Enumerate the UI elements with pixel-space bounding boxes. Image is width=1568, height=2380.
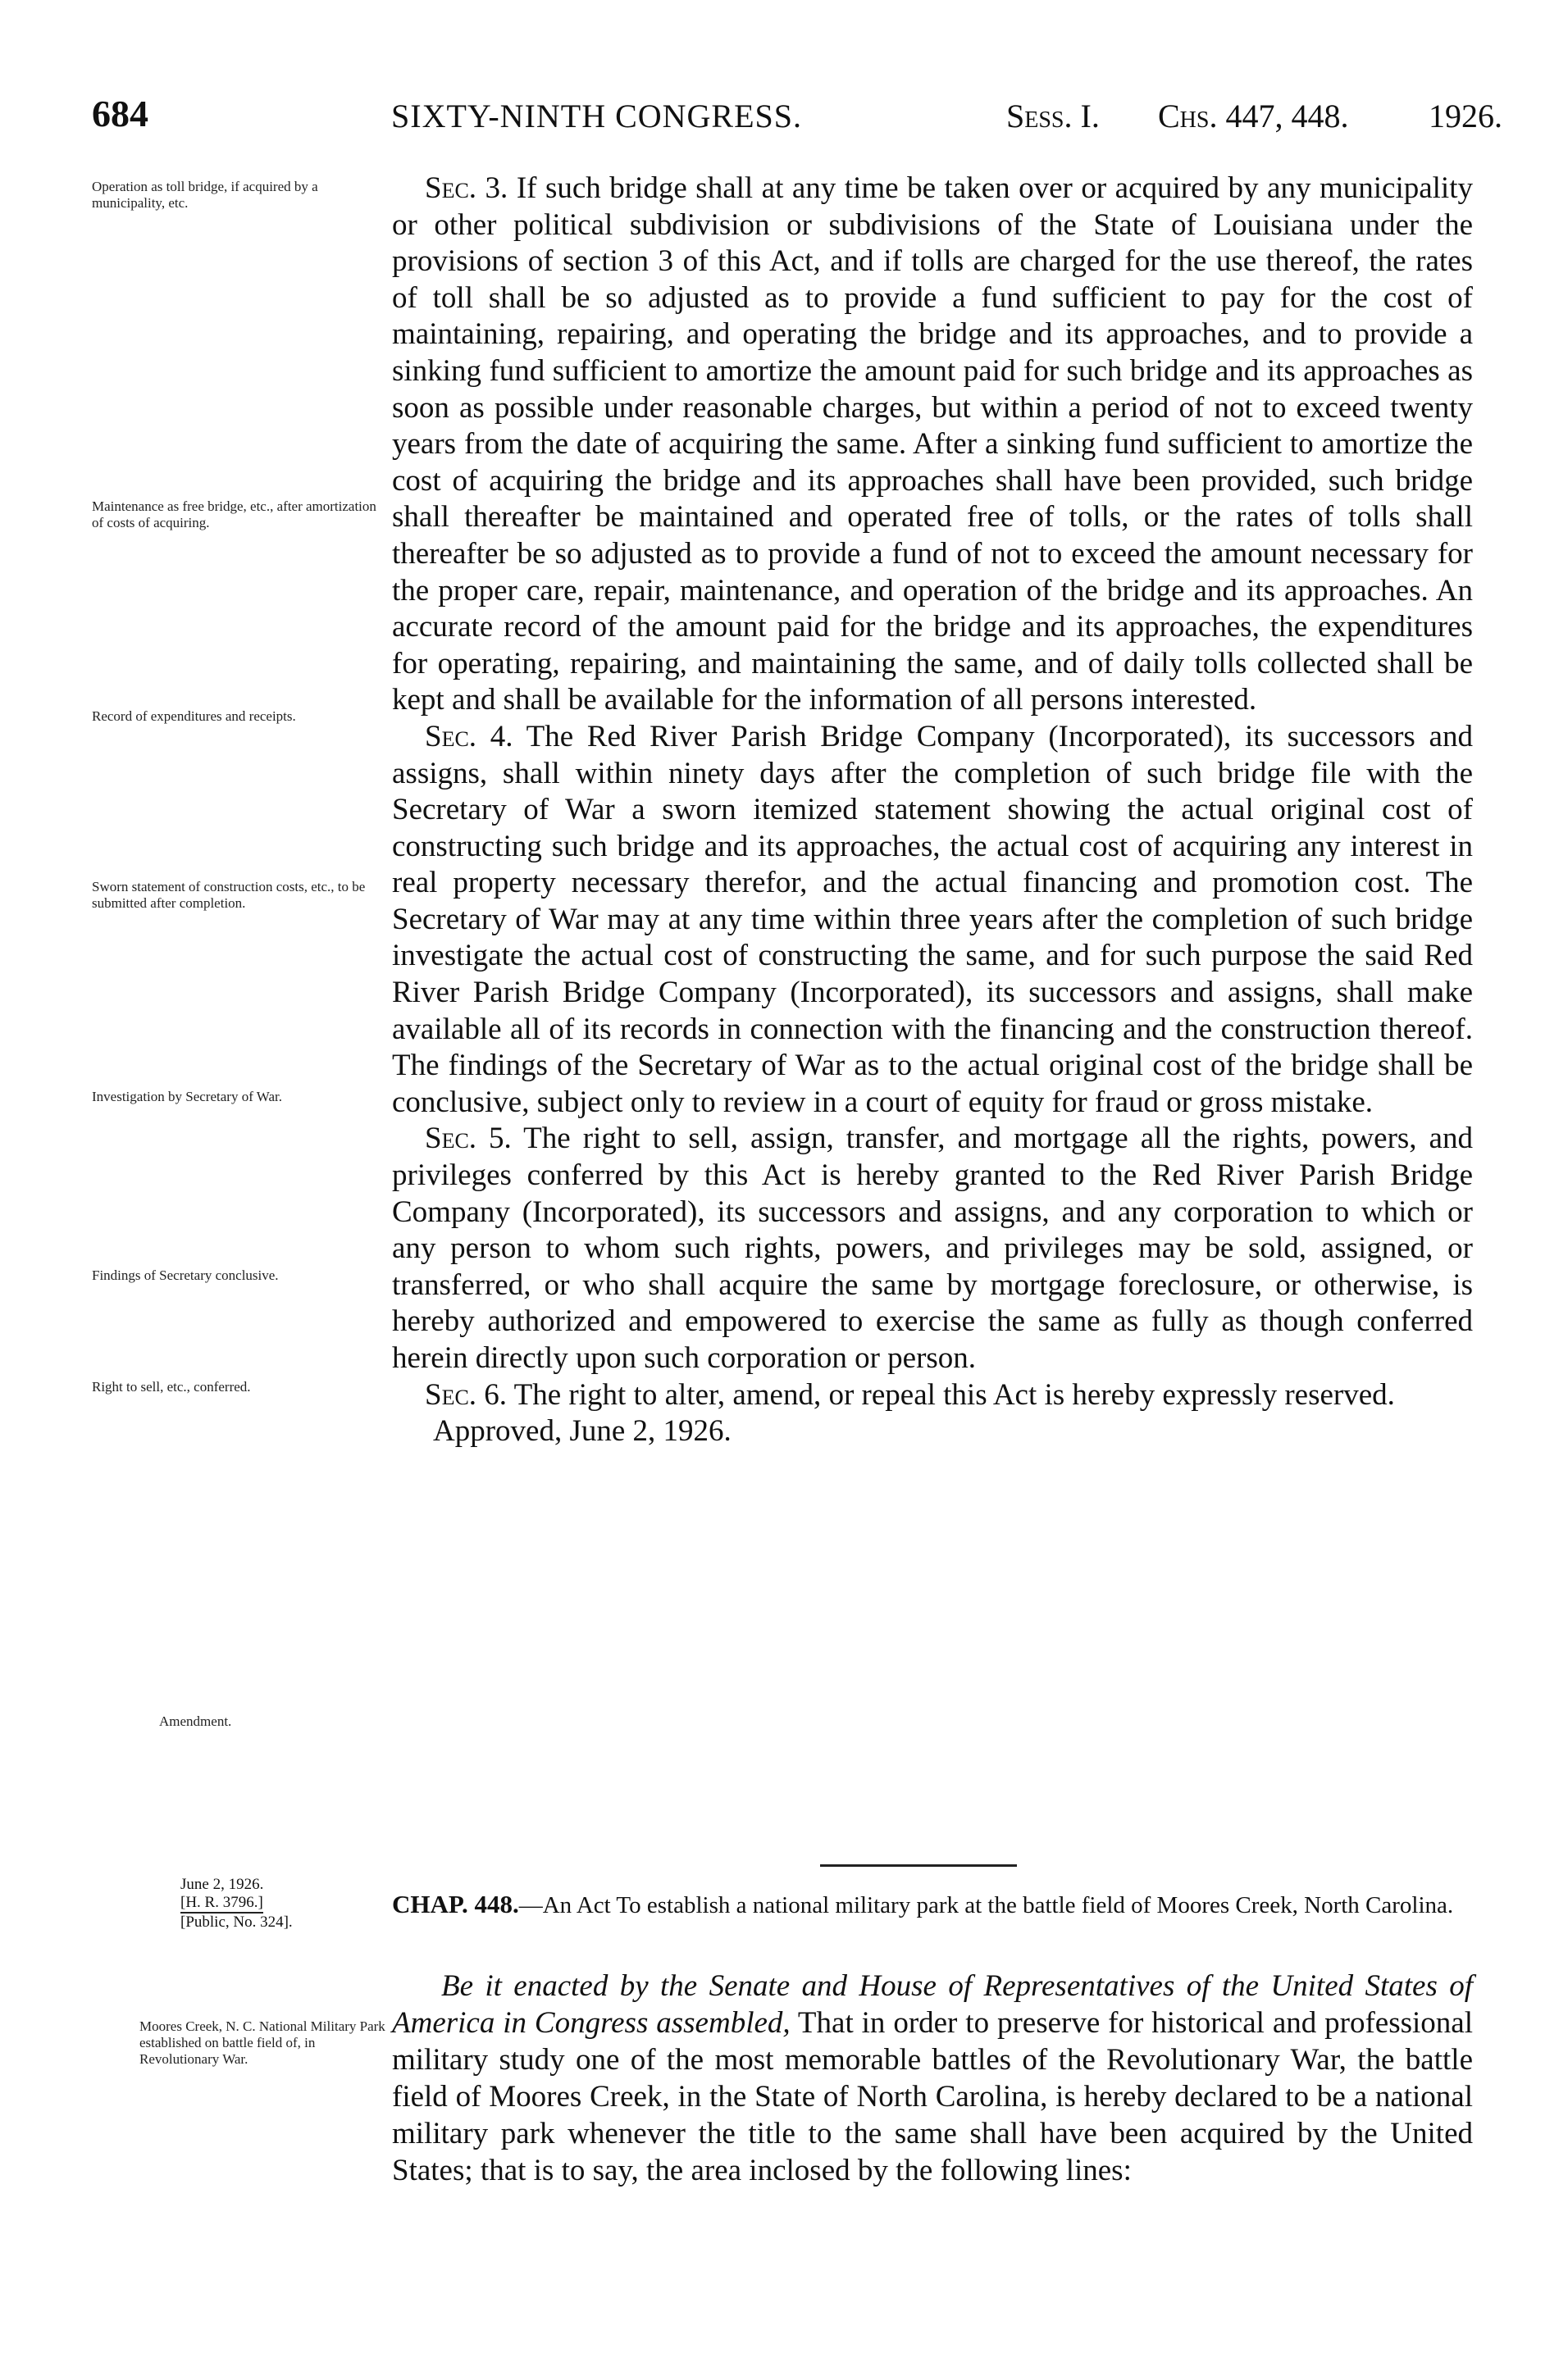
year-label: 1926. [1429,98,1502,134]
page-number: 684 [92,93,148,134]
margin-note: Findings of Secretary conclusive. [92,1267,279,1283]
section-5 [392,1121,1473,1377]
public-law-number: [Public, No. 324]. [180,1914,293,1931]
enacting-paragraph [392,1968,1473,2189]
chapters-label: Chs. 447, 448. [1158,98,1349,134]
chapter-label: CHAP. 448. [392,1890,519,1918]
chapter-body [392,1968,1473,2189]
section-label: Sec. 5. [425,1122,512,1156]
margin-note: Investigation by Secretary of War. [92,1089,282,1104]
section-text: The right to sell, assign, transfer, and mortgage all the rights, powers, and privileges conferred by this Act is hereby granted to the Red River Parish Bridge Company (Incorporated), its successors and assigns, and any corporation to which or any person to whom such rights, powers, and privileges may be sold, assigned, or transferred, or who shall acquire the same by mortgage foreclosure, or otherwise, is hereby authorized and empowered to exercise the same as fully as though conferred herein directly upon such corporation or person. [392,1122,1473,1375]
main-text [392,171,1473,1450]
section-6 [392,1377,1473,1414]
chapter-date: June 2, 1926. [180,1876,264,1893]
section-3 [392,171,1473,719]
section-text: The right to alter, amend, or repeal this Act is hereby expressly reserved. [513,1377,1395,1412]
session-label: Sess. I. [1006,98,1100,134]
margin-note: Maintenance as free bridge, etc., after amortization of costs of acquiring. [92,498,376,530]
section-4 [392,719,1473,1122]
margin-note: Amendment. [159,1713,232,1729]
enacting-clause: Be it enacted by the Senate and House of Representatives of the United States of America in Congress assembled, [392,1969,1473,2040]
chapter-title [392,1891,1473,1919]
chapter-title-text: —An Act To establish a national military park at the battle field of Moores Creek, North Carolina. [518,1892,1454,1918]
bill-number: [H. R. 3796.] [180,1894,263,1914]
section-divider [820,1864,1017,1867]
page-header [92,92,1502,141]
section-label: Sec. 6. [425,1377,508,1412]
section-text: If such bridge shall at any time be taken over or acquired by any municipality or other political subdivision or subdivisions of the State of Louisiana under the provisions of section 3 of this Act, and if tolls are charged for the use thereof, the rates of toll shall be so adjusted as to provide a fund sufficient to pay for the cost of maintaining, repairing, and operating the bridge and its approaches, and to provide a sinking fund sufficient to amortize the amount paid for such bridge and its approaches as soon as possible under reasonable charges, but within a period of not to exceed twenty years from the date of acquiring the same. After a sinking fund sufficient to amortize the cost of acquiring the bridge and its approaches shall have been provided, such bridge shall thereafter be maintained and operated free of tolls, or the rates of tolls shall thereafter be so adjusted as to provide a fund of not to exceed the amount necessary for the proper care, repair, maintenance, and operation of the bridge and its approaches. An accurate record of the amount paid for the bridge and its approaches, the expenditures for operating, repairing, and maintaining the same, and of daily tolls collected shall be kept and shall be available for the information of all persons interested. [392,171,1473,717]
margin-note: Sworn statement of construction costs, etc., to be submitted after completion. [92,879,366,911]
congress-title: SIXTY-NINTH CONGRESS. [391,98,803,134]
section-label: Sec. 4. [425,719,513,753]
section-text: The Red River Parish Bridge Company (Incorporated), its successors and assigns, shall within ninety days after the completion of such bridge file with the Secretary of War a sworn itemized statement showing the actual original cost of constructing such bridge and its approaches, the actual cost of acquiring any interest in real property necessary therefor, and the actual financing and promotion cost. The Secretary of War may at any time within three years after the completion of such bridge investigate the actual cost of constructing the same, and for such purpose the said Red River Parish Bridge Company (Incorporated), its successors and assigns, shall make available all of its records in connection with the financing and the construction thereof. The findings of the Secretary of War as to the actual original cost of the bridge shall be conclusive, subject only to review in a court of equity for fraud or gross mistake. [392,719,1473,1119]
approval-date: Approved, June 2, 1926. [433,1414,732,1449]
section-label: Sec. 3. [425,171,508,205]
chapter-meta [180,1876,381,1932]
margin-note: Right to sell, etc., conferred. [92,1379,251,1395]
margin-note: Operation as toll bridge, if acquired by a municipality, etc. [92,179,318,211]
margin-note: Moores Creek, N. C. National Military Park established on battle field of, in Revolutionary War. [139,2018,385,2067]
margin-note: Record of expenditures and receipts. [92,708,296,724]
chapter-body-text: That in order to preserve for historical and professional military study one of the most memorable battles of the Revolutionary War, the battle field of Moores Creek, in the State of North Carolina, is hereby declared to be a national military park whenever the title to the same shall have been acquired by the United States; that is to say, the area inclosed by the following lines: [392,2006,1473,2187]
